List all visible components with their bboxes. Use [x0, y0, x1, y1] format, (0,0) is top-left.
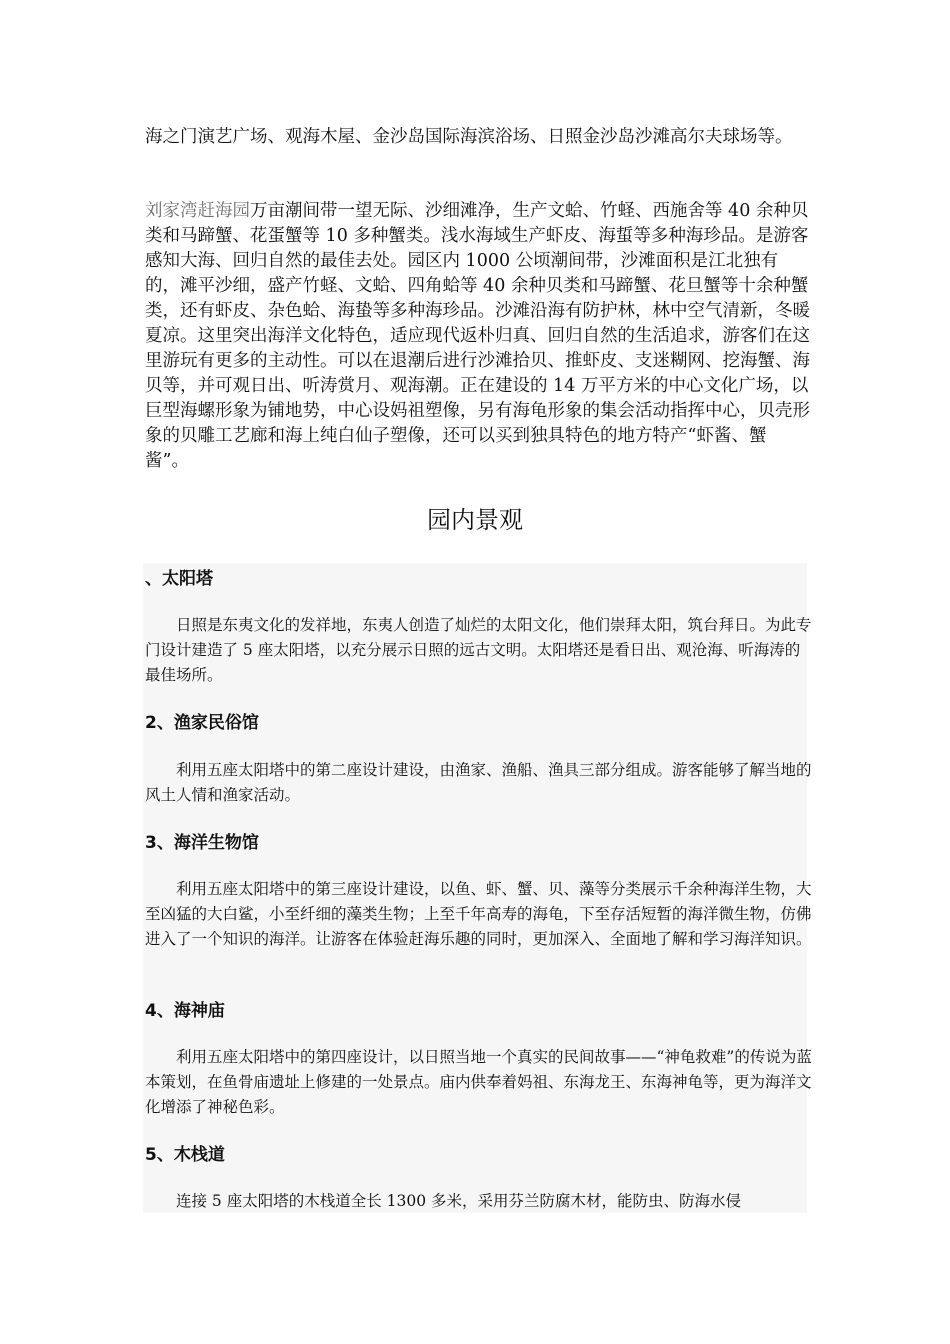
- section-title-marine-museum: 3、海洋生物馆: [145, 833, 259, 853]
- section-title-sun-tower: 、太阳塔: [145, 569, 213, 589]
- section-body-marine-museum: 利用五座太阳塔中的第三座设计建设，以鱼、虾、蟹、贝、藻等分类展示千余种海洋生物，大至凶猛的大白鲨，小至纤细的藻类生物；上至千年高寿的海龟，下至存活短暂的海洋微生物，仿佛进入了一个知识的海洋。让游客在体验赶海乐趣的同时，更加深入、全面地了解和学习海洋知识。: [145, 880, 812, 948]
- intro-paragraph-1: [145, 125, 810, 150]
- intro-paragraph-2: [145, 199, 810, 474]
- intro-text-2: 万亩潮间带一望无际、沙细滩净，生产文蛤、竹蛏、西施舍等 40 余种贝类和马蹄蟹、花蛋蟹等 10 多种蟹类。浅水海域生产虾皮、海蜇等多种海珍品。是游客感知大海、回归自然的最佳去处。园区内 1000 公顷潮间带，沙滩面积是江北独有的，滩平沙细，盛产竹蛏、文蛤、四角蛤等 40 余种贝类和马蹄蟹、花旦蟹等十余种蟹类，还有虾皮、杂色蛤、海蛰等多种海珍品。沙滩沿海有防护林，林中空气清新，冬暖夏凉。这里突出海洋文化特色，适应现代返朴归真、回归自然的生活追求，游客们在这里游玩有更多的主动性。可以在退潮后进行沙滩拾贝、推虾皮、支迷糊网、挖海蟹、海贝等，并可观日出、听涛赏月、观海潮。正在建设的 14 万平方米的中心文化广场，以巨型海螺形象为铺地势，中心设妈祖塑像，另有海龟形象的集会活动指挥中心，贝壳形象的贝雕工艺廊和海上纯白仙子塑像，还可以买到独具特色的地方特产“虾酱、蟹酱”。: [145, 201, 810, 471]
- liujiawan-link[interactable]: 刘家湾赶海园: [145, 201, 250, 221]
- section-body-sea-god-temple: 利用五座太阳塔中的第四座设计，以日照当地一个真实的民间故事——“神龟救难”的传说为蓝本策划，在鱼骨庙遗址上修建的一处景点。庙内供奉着妈祖、东海龙王、东海神龟等，更为海洋文化增添了神秘色彩。: [145, 1048, 812, 1116]
- intro-text-1: 海之门演艺广场、观海木屋、金沙岛国际海滨浴场、日照金沙岛沙滩高尔夫球场等。: [145, 127, 793, 147]
- section-heading: 园内景观: [427, 506, 523, 534]
- section-title-sea-god-temple: 4、海神庙: [145, 1001, 225, 1021]
- section-body-folk-museum: 利用五座太阳塔中的第二座设计建设，由渔家、渔船、渔具三部分组成。游客能够了解当地的风土人情和渔家活动。: [145, 761, 812, 804]
- section-title-folk-museum: 2、渔家民俗馆: [145, 713, 259, 733]
- section-body-sun-tower: 日照是东夷文化的发祥地，东夷人创造了灿烂的太阳文化，他们崇拜太阳，筑台拜日。为此专门设计建造了 5 座太阳塔，以充分展示日照的远古文明。太阳塔还是看日出、观沧海、听海涛的最佳场所。: [145, 616, 812, 684]
- section-body-boardwalk: 连接 5 座太阳塔的木栈道全长 1300 多米，采用芬兰防腐木材，能防虫、防海水侵: [176, 1192, 742, 1210]
- section-title-boardwalk: 5、木栈道: [145, 1145, 225, 1165]
